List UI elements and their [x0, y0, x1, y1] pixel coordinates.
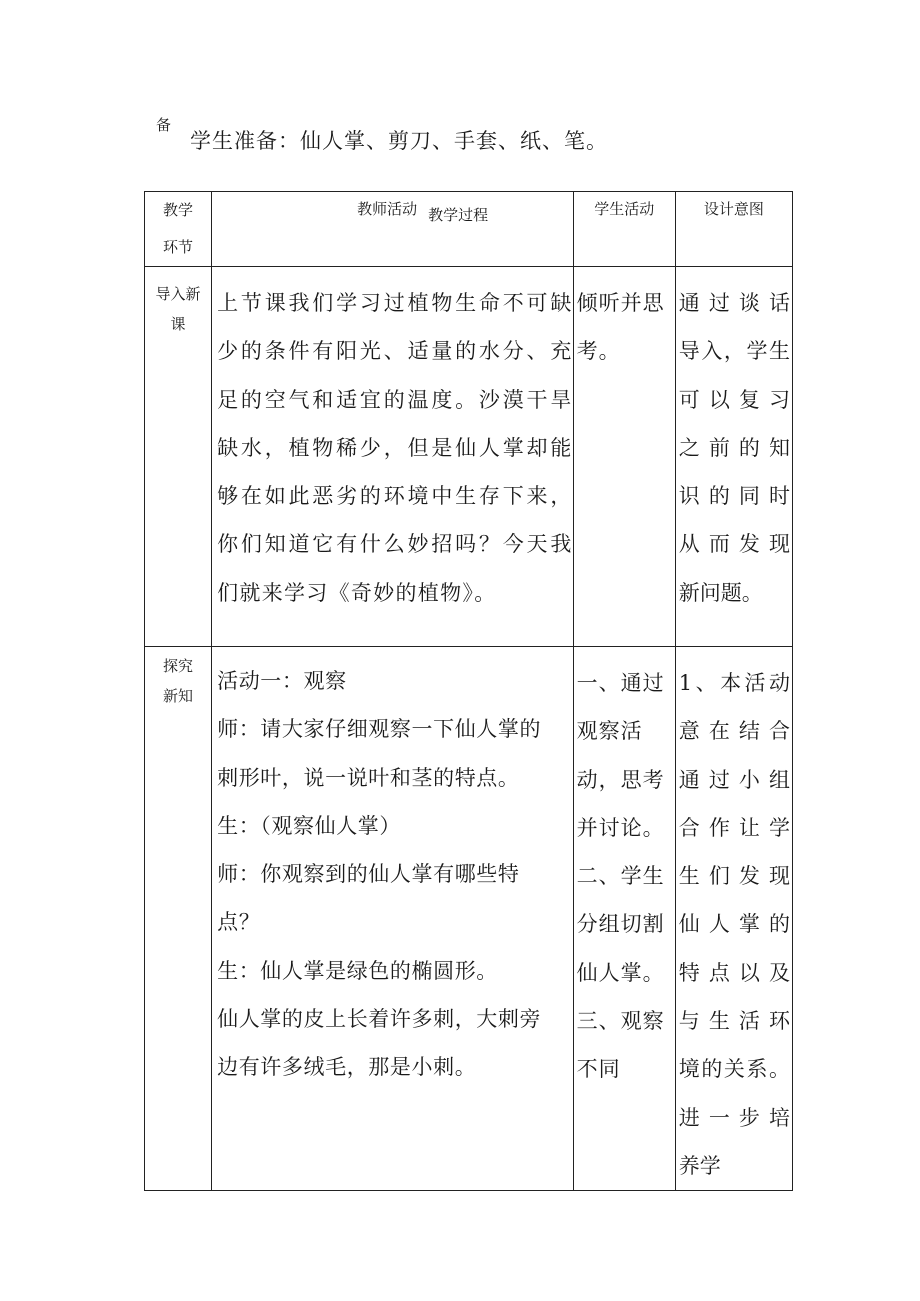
design-intent-line: 通过谈话 — [678, 291, 790, 315]
student-activity-line: 三、观察 — [576, 1009, 665, 1034]
design-cell — [675, 647, 792, 1191]
section-label-line: 课 — [170, 315, 186, 333]
design-intent-line: 特点以及 — [678, 960, 790, 985]
student-activity-line: 二、学生 — [576, 864, 665, 889]
design-intent-line: 从而发现 — [678, 532, 790, 557]
header-student — [573, 192, 675, 267]
design-intent-line: 通过小组 — [678, 767, 790, 792]
student-activity-line: 不同 — [576, 1057, 621, 1082]
section-label-line: 导入新 — [155, 285, 201, 303]
teacher-activity-line: 仙人掌的皮上长着许多刺，大刺旁 — [217, 1007, 542, 1032]
teacher-activity-line: 活动一：观察 — [217, 669, 347, 693]
design-intent-line: 境的关系。 — [678, 1057, 790, 1082]
student-activity-line: 观察活 — [576, 719, 643, 744]
design-intent-line: 意在结合 — [678, 719, 790, 744]
prep-label: 备 — [156, 116, 172, 134]
lesson-plan-table — [144, 191, 793, 1191]
design-intent-line: 识的同时 — [678, 484, 790, 509]
section-cell — [145, 267, 212, 647]
teacher-activity-line: 生：（观察仙人掌） — [217, 813, 401, 838]
table-row — [145, 267, 793, 647]
design-intent-line: 之前的知 — [678, 435, 790, 460]
design-intent-line: 合作让学 — [678, 815, 790, 840]
teacher-activity-line: 生：仙人掌是绿色的椭圆形。 — [217, 958, 498, 983]
design-intent-line: 新问题。 — [678, 580, 763, 605]
teacher-cell — [212, 647, 574, 1191]
teacher-activity-text: 上节课我们学习过植物生命不可缺少的条件有阳光、适量的水分、充足的空气和适宜的温度。沙漠干旱缺水，植物稀少，但是仙人掌却能够在如此恶劣的环境中生存下来，你们知道它有什么妙招吗？今天我们就来学习《奇妙的植物》。 — [217, 291, 573, 605]
student-activity-line: 倾听并思 — [576, 291, 665, 315]
student-cell — [573, 647, 675, 1191]
section-label-line: 探究 — [163, 657, 194, 675]
header-section — [145, 192, 212, 267]
student-cell — [573, 267, 675, 647]
design-intent-line: 养学 — [678, 1153, 721, 1178]
header-section-line: 教学 — [163, 201, 194, 219]
teacher-cell — [212, 267, 574, 647]
design-intent-line: 1、本活动 — [678, 671, 790, 695]
design-intent-line: 进一步培 — [678, 1105, 790, 1130]
section-cell — [145, 647, 212, 1191]
design-intent-line: 仙人掌的 — [678, 912, 790, 937]
header-section-line: 环节 — [163, 238, 194, 256]
header-design — [675, 192, 792, 267]
design-intent-line: 与生活环 — [678, 1009, 790, 1034]
student-activity-line: 分组切割 — [576, 912, 665, 937]
teacher-activity-line: 师：请大家仔细观察一下仙人掌的 — [217, 717, 542, 742]
student-activity-line: 动，思考 — [576, 767, 665, 792]
student-activity-line: 仙人掌。 — [576, 960, 665, 985]
section-label-line: 新知 — [163, 687, 194, 705]
teacher-activity-line: 师：你观察到的仙人掌有哪些特 — [217, 862, 520, 887]
table-row — [145, 647, 793, 1191]
student-activity-line: 并讨论。 — [576, 815, 665, 840]
student-activity-line: 考。 — [576, 339, 621, 364]
table-header-row — [145, 192, 793, 267]
header-teacher — [212, 192, 574, 267]
teacher-activity-line: 刺形叶，说一说叶和茎的特点。 — [217, 765, 520, 790]
student-activity-line: 一、通过 — [576, 671, 665, 695]
design-intent-line: 导入，学生 — [678, 339, 790, 364]
header-student-activity: 学生活动 — [594, 200, 655, 218]
header-teaching-process: 教学过程 — [428, 206, 489, 224]
design-intent-line: 生们发现 — [678, 864, 790, 889]
design-cell — [675, 267, 792, 647]
student-preparation-text: 学生准备：仙人掌、剪刀、手套、纸、笔。 — [190, 129, 608, 153]
header-design-intent: 设计意图 — [703, 200, 764, 218]
design-intent-line: 可以复习 — [678, 387, 790, 412]
header-teacher-activity: 教师活动 — [357, 200, 418, 218]
teacher-activity-line: 边有许多绒毛，那是小刺。 — [217, 1055, 477, 1080]
teacher-activity-line: 点？ — [217, 910, 261, 935]
